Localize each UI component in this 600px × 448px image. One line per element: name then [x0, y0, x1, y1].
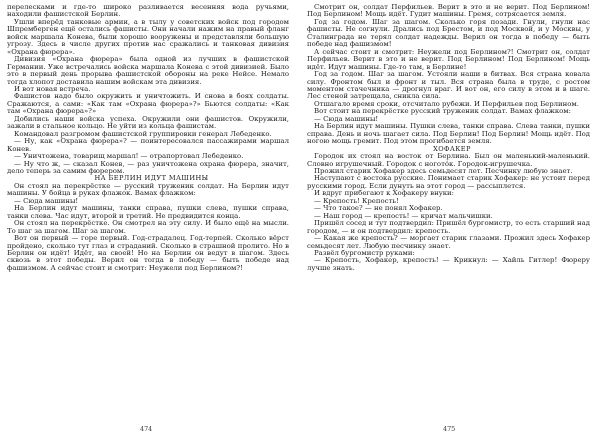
paragraph: Ушли вперёд танковые армии, а в тылу у советских войск под городом Шпремберген ещё остались фашисты. Они начали нажим на правый фланг войск маршала Конева, были хорошо вооружены и представляли большую угрозу. Здесь в числе других против нас сражались и танковая дивизия «Охрана фюрера». [7, 17, 289, 56]
paragraph: Он стоял на перекрёстке — русский труженик солдат. На Берлин идут машины. У бойца в руках флажок. Вамах флажком: [7, 181, 289, 198]
paragraph: Вот стоит на перекрёстке русский труженик солдат. Вамах флажком: [314, 107, 571, 116]
paragraph: Вот он первый — горе первый. Год-страдалец. Год-терпей. Сколько вёрст пройдено, сколько тут глаз и страданий. Сколько в страшной пролито. Но в Берлин он идёт! Идёт, на своей! Но на Берлин он ведут в шагом. Здесь сквозь в этот победы. Верил он тогда в победу — быть победе над фашизмом. А сейчас стоит и смотрит: Неужели под Берлином?! [7, 234, 289, 272]
paragraph: Городок их стоял на восток от Берлина. Был он маленький-маленький. Словно игрушечный. Городок с ногото́к. Городок-игрушечка. [307, 152, 590, 168]
page-number: 475 [443, 425, 456, 433]
paragraph: Командовал разгромом фашистской группировки генерал Лебеденко. [14, 129, 272, 138]
paragraph: — Крепость! Крепость! [314, 196, 399, 205]
paragraph: Год за годом. Шаг за шагом. Сколько горя позади. Гнули, гнули нас фашисты. Не согнули. Дрались под Брестом, и под Москвой, и у Москвы, у Сталинграда не терял солдат надежды. Верил он тогда в победу — быть победе над фашизмом! [307, 17, 590, 49]
paragraph: На Берлин идут машины. Пушки слева, танки справа. Слева танки, пушки справа. День и ночь шагает сила. Под Берлин! Под Берлин! Мощь идёт. Под ногою мощь гремит. Под этом прогибается земля. [307, 122, 590, 146]
paragraph: — Ну что ж, — сказал Конев, — раз уничтожена охрана фюрера, значит, дело теперь за самим фюрером. [7, 159, 289, 175]
paragraph: Дивизия «Охрана фюрера» была одной из лучших в фашистской Германии. Уже встречались войска маршала Конева с этой дивизией. Было это в первый день прорыва фашистской обороны на реке Нейсе. Немало тогда хлопот доставила нашим войскам эта дивизия. [7, 55, 289, 86]
paragraph: Развёл бургомистр руками: [314, 248, 415, 257]
paragraph: перелесками и где-то широко разливается весенняя вода ручьями, находили фашистской Берлин. [7, 3, 289, 19]
paragraph: — Сюда машины! [14, 196, 79, 205]
paragraph: Отшагало время сроки, отсчитало рубежи. И Перфильев под Берлином. [314, 99, 579, 108]
paragraph: Добились наши войска успеха. Окружили они фашистов. Окружили, зажали в стальное кольцо. Не уйти из кольца фашистам. [7, 114, 289, 131]
paragraph: — Наш город — крепость! — кричат мальчишки. [314, 211, 493, 220]
paragraph: На Берлин идут машины, танки справа, пушки слева, пушки справа, танки слева. Час идут, второй и третий. Не предвидится конца. [7, 204, 289, 220]
paragraph: Фашистов надо было окружить и уничтожить. И снова в боях солдаты. Сражаются, а сами: «Как там «Охрана фюрера»?» Бьются солдаты: «Как там «Охрана фюрера»?» [7, 92, 289, 116]
left-page [7, 4, 289, 272]
paragraph: — Сюда машины! [314, 114, 379, 123]
paragraph: — Какая же крепость? — моргает старик глазами. Прожил здесь Хофакер семьдесят лет. Любую песчинку знает. [307, 234, 590, 250]
paragraph: Наступают с востока русские. Понимает старик Хофакер: не устоит перед русскими город. Если дунуть на этот город — рассыплется. [307, 174, 590, 190]
chapter-heading: НА БЕРЛИН ИДУТ МАШИНЫ [94, 174, 209, 183]
chapter-heading: ХОФАКЕР [433, 144, 471, 153]
paragraph: Прожил старик Хофакер здесь семьдесят лет. Песчинку любую знает. [314, 166, 573, 175]
paragraph: — Крепость, Хофакер, крепость! — Крикнул: — Хайль Гитлер! Фюреру лучше знать. [307, 256, 590, 272]
paragraph: И вот новая встреча. [14, 84, 91, 93]
paragraph: — Уничтожена, товарищ маршал! — отрапортовал Лебеденко. [14, 152, 244, 161]
paragraph: И вдруг прибегают к Хофакеру внуки: [314, 189, 454, 198]
paragraph: А сейчас стоит и смотрит: Неужели под Берлином?! Смотрит он, солдат Перфильев. Верит в это и не верит. Под Берлином! Под Берлином! Мощь идёт. Идут машины. Где-то там, в Берлине! [307, 47, 590, 71]
paragraph: — Ну, как «Охрана фюрера»? — поинтересовался пассажирами маршал Конев. [7, 137, 289, 153]
paragraph: Он стоял на перекрёстке. Он смотрел на эту силу. И было ещё на мысли. То шаг за шагом. Шаг за шагом. [7, 219, 289, 235]
right-page [307, 4, 590, 272]
paragraph: Год за годом. Шаг за шагом. Устояли наши в битвах. Вся страна ковала силу. Фронтом был и фронт и тыл. Вся страна была в труде, с ростом моментом стачечника — дрогнул враг. И вот он, его силу в этом и в шаге. Лес стеной затрещала, сникла сила. [307, 70, 590, 101]
paragraph: Смотрит он, солдат Перфильев. Верит в это и не верит. Под Берлином! Под Берлином! Мощь идёт. Гудит машины. Гремя, сотрясается земля. [307, 3, 590, 19]
paragraph: — Что такое? — не понял Хофакер. [314, 204, 443, 213]
paragraph: Пришёл сосед и тут подтвердил: Пришёл бургомистр, то есть старший над городом, — и он подтвердил: крепость. [307, 219, 590, 235]
page-number: 474 [140, 425, 153, 433]
